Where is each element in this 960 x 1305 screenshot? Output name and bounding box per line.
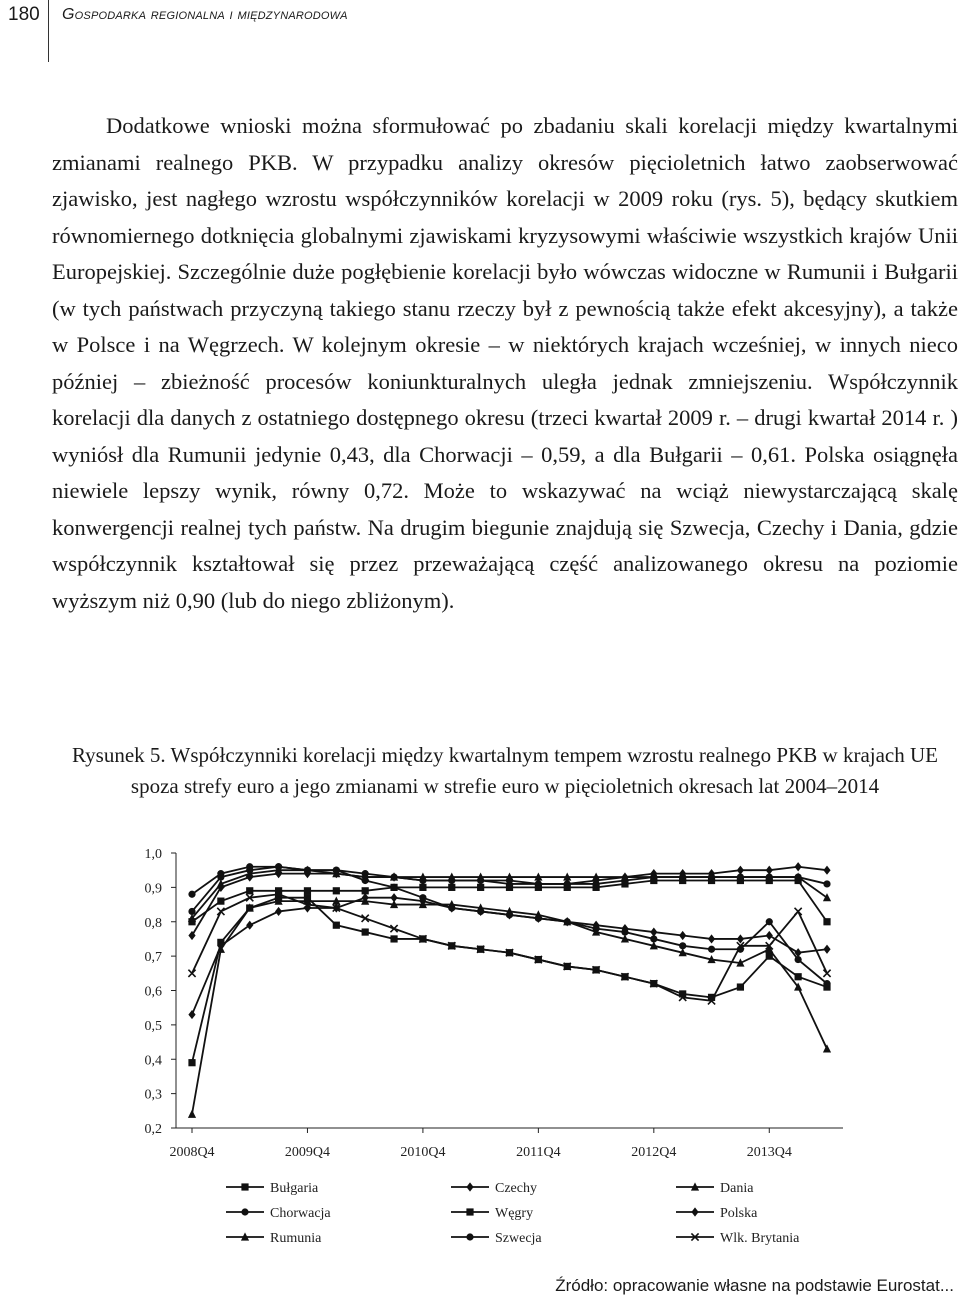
series-węgry-point [246,887,253,894]
legend-label: Polska [720,1206,758,1221]
y-tick-label: 0,8 [144,915,162,931]
series-wlk-brytania-point [217,908,224,915]
series-polska-point [275,907,282,916]
series-polska-point [246,921,253,930]
series-czechy-point [795,862,802,871]
legend-label: Dania [720,1181,754,1196]
series-wlk-brytania-point [188,970,195,977]
series-bułgaria-point [390,935,397,942]
y-tick-label: 0,6 [144,984,162,1000]
series-wlk-brytania-point [823,970,830,977]
series-rumunia-point [823,1044,831,1052]
legend-label: Szwecja [495,1231,542,1246]
legend-item [676,1181,754,1196]
series-rumunia-line [192,901,827,1114]
series-węgry-point [477,884,484,891]
series-polska-point [679,931,686,940]
y-tick-label: 0,7 [144,950,162,966]
legend-label: Węgry [495,1206,534,1221]
series-szwecja-point [217,870,224,877]
y-tick-label: 0,2 [144,1122,162,1137]
series-chorwacja-point [708,946,715,953]
y-tick-label: 0,4 [144,1053,162,1069]
legend-marker [466,1182,473,1191]
series-bułgaria-point [333,922,340,929]
series-polska-point [188,1010,195,1019]
x-tick-label: 2011Q4 [516,1145,561,1160]
series-bułgaria-point [188,1059,195,1066]
series-wlk-brytania-point [795,908,802,915]
series-dania-point [823,893,831,901]
series-węgry-point [506,884,513,891]
series-szwecja-point [564,880,571,887]
legend-label: Rumunia [270,1231,322,1246]
series-polska-point [650,927,657,936]
legend-marker [466,1233,473,1240]
series-czechy-point [823,866,830,875]
running-title: Gospodarka regionalna i międzynarodowa [62,6,348,23]
x-tick-label: 2013Q4 [746,1145,792,1160]
series-szwecja-point [823,880,830,887]
legend-item [676,1231,800,1246]
legend-item [226,1206,331,1221]
legend-marker [241,1183,248,1190]
x-tick-label: 2008Q4 [169,1145,215,1160]
legend-label: Chorwacja [270,1206,331,1221]
legend-label: Bułgaria [270,1181,319,1196]
series-bułgaria-point [795,973,802,980]
series-polska-point [737,934,744,943]
figure-caption: Rysunek 5. Współczynniki korelacji między kwartalnym tempem wzrostu realnego PKB w krajach UE spoza strefy euro a jego zmianami w strefie euro w pięcioletnich okresach lat 2004–2014 [72,743,938,798]
legend-label: Czechy [495,1181,537,1196]
source-note: Źródło: opracowanie własne na podstawie Eurostat... [555,1276,954,1295]
series-rumunia-point [188,1110,196,1118]
legend-item [451,1206,533,1221]
legend-marker [466,1208,473,1215]
series-węgry-point [304,887,311,894]
y-tick-label: 0,9 [144,881,162,897]
series-polska-point [823,945,830,954]
legend-marker [691,1207,698,1216]
legend-item [226,1181,319,1196]
series-węgry-point [419,884,426,891]
legend-label: Wlk. Brytania [720,1231,800,1246]
legend-item [451,1181,537,1196]
x-tick-label: 2010Q4 [400,1145,446,1160]
body-paragraph: Dodatkowe wnioski można sformułować po zbadaniu skali korelacji między kwartalnymi zmianami realnego PKB. W przypadku analizy okresów pięcioletnich łatwo zaobserwować zjawisko, jest nagłego wzrostu współczynników korelacji w 2009 roku (rys. 5), będący skutkiem równomiernego dotknięcia globalnymi zjawiskami kryzysowymi właściwie wszystkich krajów Unii Europejskiej. Szczególnie duże pogłębienie korelacji było wówczas widoczne w Rumunii i Bułgarii (w tych państwach przyczyną takiego stanu rzeczy był z pewnością także efekt akcesyjny), a także w Polsce i na Węgrzech. W kolejnym okresie – w niektórych krajach wcześniej, w innych nieco później – zbieżność procesów koniunkturalnych uległa jednak zmniejszeniu. Współczynnik korelacji dla danych z ostatniego dostępnego okresu (trzeci kwartał 2009 r. – drugi kwartał 2014 r. ) wyniósł dla Rumunii jedynie 0,43, dla Chorwacji – 0,59, a dla Bułgarii – 0,61. Polska osiągnęła niewiele lepszy wynik, równy 0,72. Może to wskazywać na wciąż niewystarczającą skalę konwergencji realnej tych państw. Na drugim biegunie znajdują się Szwecja, Czechy i Dania, gdzie współczynnik kształtował się przez przeważającą część analizowanego okresu na poziomie wyższym niż 0,90 (lub do niego zbliżonym). [52,113,958,613]
y-tick-label: 0,3 [144,1087,162,1103]
series-bułgaria-point [362,928,369,935]
series-węgry-point [333,887,340,894]
series-szwecja-point [188,891,195,898]
series-szwecja-point [535,880,542,887]
series-polska-point [766,931,773,940]
legend-marker [241,1208,248,1215]
series-polska-point [390,893,397,902]
y-tick-label: 1,0 [144,847,162,862]
series-szwecja-point [592,880,599,887]
page-number: 180 [8,4,40,25]
x-tick-label: 2012Q4 [631,1145,677,1160]
series-chorwacja-point [766,918,773,925]
series-bułgaria-line [192,898,827,1063]
series-chorwacja-point [823,980,830,987]
series-bułgaria-point [737,983,744,990]
series-węgry-point [217,898,224,905]
series-węgry-point [390,884,397,891]
x-tick-label: 2009Q4 [284,1145,331,1160]
legend-item [451,1231,542,1246]
y-tick-label: 0,5 [144,1018,162,1034]
legend-item [226,1231,322,1246]
series-węgry-point [448,884,455,891]
legend-item [676,1206,758,1221]
series-polska-point [708,934,715,943]
series-węgry-point [823,918,830,925]
